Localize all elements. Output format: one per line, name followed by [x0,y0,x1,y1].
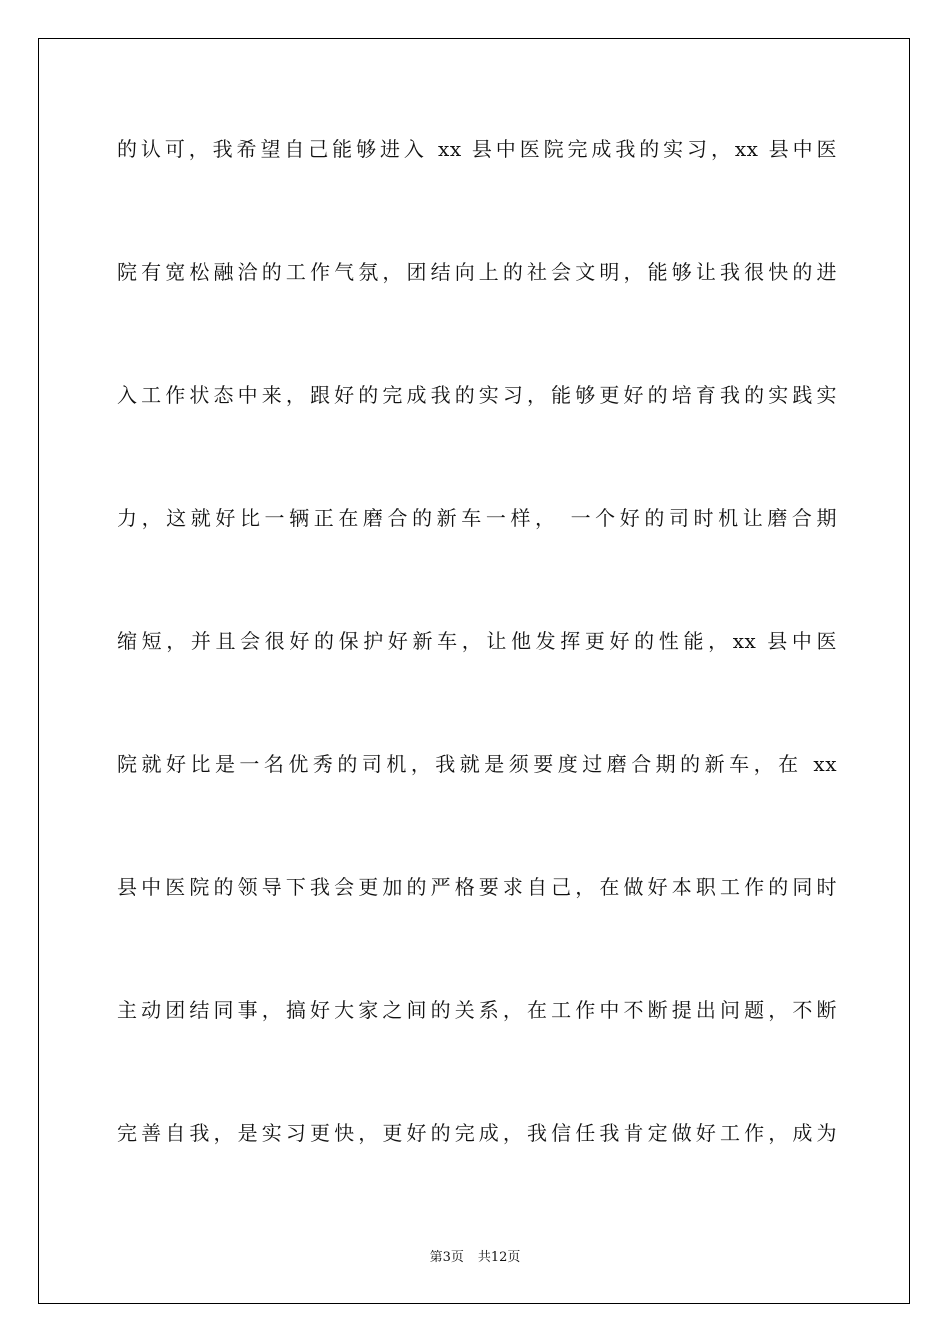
text-line: 的认可，我希望自己能够进入 xx 县中医院完成我的实习，xx 县中医 [117,137,837,161]
text-line: 主动团结同事，搞好大家之间的关系，在工作中不断提出问题，不断 [117,998,837,1022]
text-line: 院就好比是一名优秀的司机，我就是须要度过磨合期的新车，在 xx [117,752,837,776]
text-line: 完善自我，是实习更快，更好的完成，我信任我肯定做好工作，成为 [117,1121,837,1145]
page-footer [0,1246,950,1265]
page-total: 共12页 [477,1250,521,1265]
document-body [117,118,837,1225]
page-number: 第3页 [429,1250,464,1265]
text-line: 力，这就好比一辆正在磨合的新车一样， 一个好的司时机让磨合期 [117,506,837,530]
text-line: 入工作状态中来，跟好的完成我的实习，能够更好的培育我的实践实 [117,383,837,407]
text-line: 院有宽松融洽的工作气氛，团结向上的社会文明，能够让我很快的进 [117,260,837,284]
text-line: 缩短，并且会很好的保护好新车，让他发挥更好的性能，xx 县中医 [117,629,837,653]
text-line: 县中医院的领导下我会更加的严格要求自己，在做好本职工作的同时 [117,875,837,899]
